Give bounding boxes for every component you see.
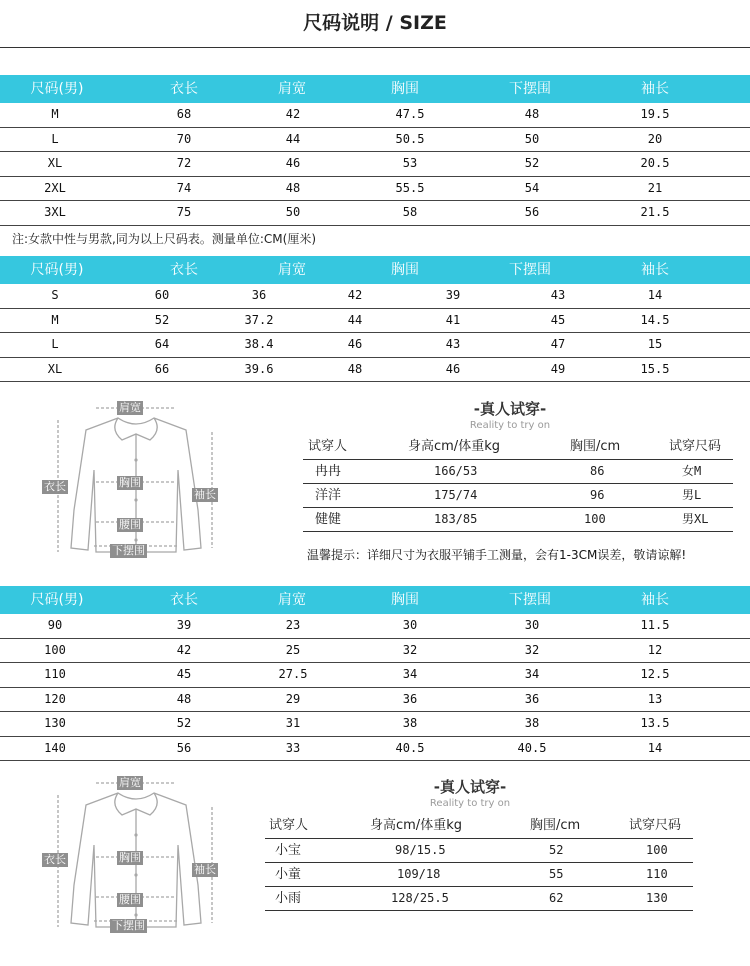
tip-note: 温馨提示：详细尺寸为衣服平铺手工测量，会有1-3CM误差，敬请谅解! bbox=[307, 548, 687, 562]
shirt-measurement-diagram bbox=[38, 400, 234, 562]
cell: 56 bbox=[524, 205, 540, 219]
size-table-header bbox=[0, 75, 750, 103]
col-sleeve: 袖长 bbox=[641, 592, 669, 608]
cell: 38 bbox=[402, 716, 418, 730]
cell: 2XL bbox=[44, 180, 66, 195]
cell: 50 bbox=[524, 131, 540, 146]
label-sleeve: 袖长 bbox=[194, 488, 216, 501]
size-table-kids bbox=[0, 586, 750, 761]
cell: 86 bbox=[590, 464, 605, 478]
cell: 130 bbox=[646, 891, 668, 905]
table-row bbox=[0, 358, 750, 383]
label-length: 衣长 bbox=[44, 853, 66, 866]
cell: 62 bbox=[549, 891, 564, 905]
col-person: 试穿人 bbox=[308, 439, 348, 454]
tryon-table-header bbox=[303, 435, 733, 460]
cell: 52 bbox=[524, 156, 540, 170]
cell: 38.4 bbox=[244, 337, 274, 351]
col-sleeve: 袖长 bbox=[641, 262, 669, 278]
cell: L bbox=[51, 131, 59, 146]
title-divider bbox=[0, 47, 750, 48]
table-row bbox=[265, 887, 693, 911]
col-shoulder: 肩宽 bbox=[278, 592, 306, 608]
tryon-heading bbox=[430, 398, 590, 431]
cell: 75 bbox=[176, 205, 192, 219]
cell: 140 bbox=[44, 740, 66, 755]
cell: 23 bbox=[285, 618, 301, 632]
cell: 50.5 bbox=[395, 131, 425, 146]
cell: 42 bbox=[176, 642, 192, 657]
table-row bbox=[0, 333, 750, 358]
cell: 100 bbox=[646, 843, 668, 857]
cell: 68 bbox=[176, 107, 192, 121]
label-shoulder: 肩宽 bbox=[119, 776, 141, 789]
cell: 175/74 bbox=[434, 488, 478, 502]
col-length: 衣长 bbox=[170, 592, 198, 608]
cell: 14 bbox=[647, 740, 663, 755]
table-row bbox=[0, 284, 750, 309]
col-chest: 胸围 bbox=[391, 81, 419, 97]
cell: 72 bbox=[176, 156, 192, 170]
table-row bbox=[0, 201, 750, 226]
cell: 45 bbox=[176, 667, 192, 681]
cell: 3XL bbox=[44, 205, 66, 219]
col-hem: 下摆围 bbox=[509, 262, 551, 278]
cell: 66 bbox=[154, 361, 170, 376]
cell: 27.5 bbox=[278, 667, 308, 681]
table-row bbox=[0, 712, 750, 737]
col-hem: 下摆围 bbox=[509, 592, 551, 608]
cell: 30 bbox=[524, 618, 540, 632]
cell: M bbox=[51, 312, 59, 327]
cell: 15.5 bbox=[640, 361, 670, 376]
cell: 33 bbox=[285, 740, 301, 755]
cell: 46 bbox=[445, 361, 461, 376]
table-row bbox=[265, 863, 693, 887]
tryon-subtitle: Reality to try on bbox=[469, 420, 551, 431]
table-row bbox=[0, 614, 750, 639]
cell: 15 bbox=[647, 337, 663, 351]
cell: 64 bbox=[154, 337, 170, 351]
label-length: 衣长 bbox=[44, 480, 66, 493]
label-waist: 腰围 bbox=[119, 893, 141, 906]
col-size: 试穿尺码 bbox=[669, 439, 722, 454]
cell: 冉冉 bbox=[315, 464, 342, 479]
cell: 55 bbox=[549, 867, 564, 881]
cell: 39 bbox=[445, 288, 461, 302]
cell: 52 bbox=[154, 312, 170, 327]
label-hem: 下摆围 bbox=[112, 544, 145, 557]
cell: 32 bbox=[524, 642, 540, 657]
col-person: 试穿人 bbox=[269, 818, 309, 833]
cell: 55.5 bbox=[395, 180, 425, 195]
cell: 小童 bbox=[275, 867, 302, 882]
cell: 58 bbox=[402, 205, 418, 219]
cell: 120 bbox=[44, 691, 66, 706]
table-row bbox=[303, 484, 733, 508]
cell: 47.5 bbox=[395, 107, 425, 121]
tryon-table-header bbox=[265, 814, 693, 839]
col-chest: 胸围/cm bbox=[530, 818, 581, 833]
cell: 48 bbox=[347, 361, 363, 376]
table-row bbox=[0, 639, 750, 664]
cell: 19.5 bbox=[640, 107, 670, 121]
tryon-title: -真人试穿- bbox=[473, 400, 547, 418]
cell: 12 bbox=[647, 642, 663, 657]
cell: 45 bbox=[550, 312, 566, 327]
cell: 40.5 bbox=[517, 740, 547, 755]
cell: 100 bbox=[584, 512, 606, 526]
cell: 46 bbox=[347, 337, 363, 351]
col-length: 衣长 bbox=[170, 262, 198, 278]
cell: 36 bbox=[524, 691, 540, 706]
table-row bbox=[303, 460, 733, 484]
cell: 52 bbox=[176, 716, 192, 730]
cell: 46 bbox=[285, 156, 301, 170]
tryon-table bbox=[303, 435, 733, 532]
cell: 41 bbox=[445, 312, 461, 327]
cell: 110 bbox=[44, 667, 66, 681]
cell: S bbox=[51, 288, 59, 302]
col-height-weight: 身高cm/体重kg bbox=[370, 818, 462, 833]
cell: 小雨 bbox=[275, 891, 302, 906]
label-chest: 胸围 bbox=[119, 851, 141, 864]
cell: L bbox=[51, 337, 59, 351]
cell: 20.5 bbox=[640, 156, 670, 170]
cell: 14.5 bbox=[640, 312, 670, 327]
col-shoulder: 肩宽 bbox=[278, 262, 306, 278]
cell: 48 bbox=[524, 107, 540, 121]
cell: 42 bbox=[347, 288, 363, 302]
cell: XL bbox=[47, 156, 63, 170]
cell: 男L bbox=[682, 488, 702, 502]
table-row bbox=[0, 737, 750, 762]
cell: 21.5 bbox=[640, 205, 670, 219]
cell: 109/18 bbox=[397, 867, 441, 881]
cell: 30 bbox=[402, 618, 418, 632]
cell: 48 bbox=[176, 691, 192, 706]
cell: 43 bbox=[550, 288, 566, 302]
cell: M bbox=[51, 107, 59, 121]
table-row bbox=[0, 663, 750, 688]
col-height-weight: 身高cm/体重kg bbox=[408, 439, 500, 454]
table-row bbox=[0, 128, 750, 153]
col-length: 衣长 bbox=[170, 81, 198, 97]
col-shoulder: 肩宽 bbox=[278, 81, 306, 97]
cell: 130 bbox=[44, 716, 66, 730]
cell: 52 bbox=[549, 843, 564, 857]
tryon-table bbox=[265, 814, 693, 911]
label-shoulder: 肩宽 bbox=[119, 401, 141, 414]
size-table-header bbox=[0, 256, 750, 284]
cell: 13 bbox=[647, 691, 663, 706]
cell: 70 bbox=[176, 131, 192, 146]
cell: 56 bbox=[176, 740, 192, 755]
col-size: 试穿尺码 bbox=[629, 818, 682, 833]
cell: 36 bbox=[402, 691, 418, 706]
col-size: 尺码(男) bbox=[30, 262, 84, 278]
cell: 31 bbox=[285, 716, 301, 730]
tryon-title: -真人试穿- bbox=[433, 778, 507, 796]
cell: 25 bbox=[285, 642, 301, 657]
col-chest: 胸围 bbox=[391, 262, 419, 278]
table-row bbox=[0, 309, 750, 334]
cell: XL bbox=[47, 361, 63, 376]
cell: 54 bbox=[524, 180, 540, 195]
cell: 12.5 bbox=[640, 667, 670, 681]
label-hem: 下摆围 bbox=[112, 919, 145, 932]
cell: 96 bbox=[590, 488, 605, 502]
cell: 32 bbox=[402, 642, 418, 657]
cell: 43 bbox=[445, 337, 461, 351]
cell: 38 bbox=[524, 716, 540, 730]
cell: 166/53 bbox=[434, 464, 478, 478]
col-size: 尺码(男) bbox=[30, 81, 84, 97]
cell: 13.5 bbox=[640, 716, 670, 730]
size-table-adult bbox=[0, 75, 750, 226]
cell: 128/25.5 bbox=[391, 891, 449, 905]
cell: 34 bbox=[402, 667, 418, 681]
cell: 183/85 bbox=[434, 512, 478, 526]
cell: 44 bbox=[347, 312, 363, 327]
cell: 47 bbox=[550, 337, 566, 351]
unit-note: 注:女款中性与男款,同为以上尺码表。测量单位:CM(厘米) bbox=[12, 232, 316, 246]
size-table-header bbox=[0, 586, 750, 614]
cell: 49 bbox=[550, 361, 566, 376]
cell: 42 bbox=[285, 107, 301, 121]
cell: 90 bbox=[47, 618, 63, 632]
cell: 53 bbox=[402, 156, 418, 170]
col-hem: 下摆围 bbox=[509, 81, 551, 97]
cell: 48 bbox=[285, 180, 301, 195]
tryon-subtitle: Reality to try on bbox=[429, 798, 511, 809]
cell: 21 bbox=[647, 180, 663, 195]
cell: 39 bbox=[176, 618, 192, 632]
cell: 40.5 bbox=[395, 740, 425, 755]
cell: 110 bbox=[646, 867, 668, 881]
label-sleeve: 袖长 bbox=[194, 863, 216, 876]
cell: 小宝 bbox=[275, 843, 302, 858]
cell: 健健 bbox=[315, 512, 342, 527]
page-title: 尺码说明 / SIZE bbox=[303, 12, 447, 34]
cell: 洋洋 bbox=[315, 488, 342, 503]
cell: 100 bbox=[44, 642, 66, 657]
cell: 女M bbox=[682, 464, 702, 478]
label-waist: 腰围 bbox=[119, 518, 141, 531]
cell: 29 bbox=[285, 691, 301, 706]
col-size: 尺码(男) bbox=[30, 592, 84, 608]
cell: 34 bbox=[524, 667, 540, 681]
label-chest: 胸围 bbox=[119, 476, 141, 489]
cell: 36 bbox=[251, 288, 267, 302]
table-row bbox=[0, 688, 750, 713]
cell: 74 bbox=[176, 180, 192, 195]
tryon-heading bbox=[390, 776, 550, 809]
cell: 14 bbox=[647, 288, 663, 302]
cell: 20 bbox=[647, 131, 663, 146]
table-row bbox=[0, 152, 750, 177]
shirt-measurement-diagram bbox=[38, 775, 234, 937]
table-row bbox=[0, 103, 750, 128]
size-table-second bbox=[0, 256, 750, 382]
cell: 37.2 bbox=[244, 312, 274, 327]
table-row bbox=[265, 839, 693, 863]
cell: 50 bbox=[285, 205, 301, 219]
table-row bbox=[303, 508, 733, 532]
col-chest: 胸围/cm bbox=[570, 439, 621, 454]
col-chest: 胸围 bbox=[391, 592, 419, 608]
table-row bbox=[0, 177, 750, 202]
col-sleeve: 袖长 bbox=[641, 81, 669, 97]
cell: 11.5 bbox=[640, 618, 670, 632]
cell: 39.6 bbox=[244, 361, 274, 376]
cell: 98/15.5 bbox=[395, 843, 446, 857]
cell: 60 bbox=[154, 288, 170, 302]
cell: 44 bbox=[285, 131, 301, 146]
cell: 男XL bbox=[682, 512, 709, 526]
